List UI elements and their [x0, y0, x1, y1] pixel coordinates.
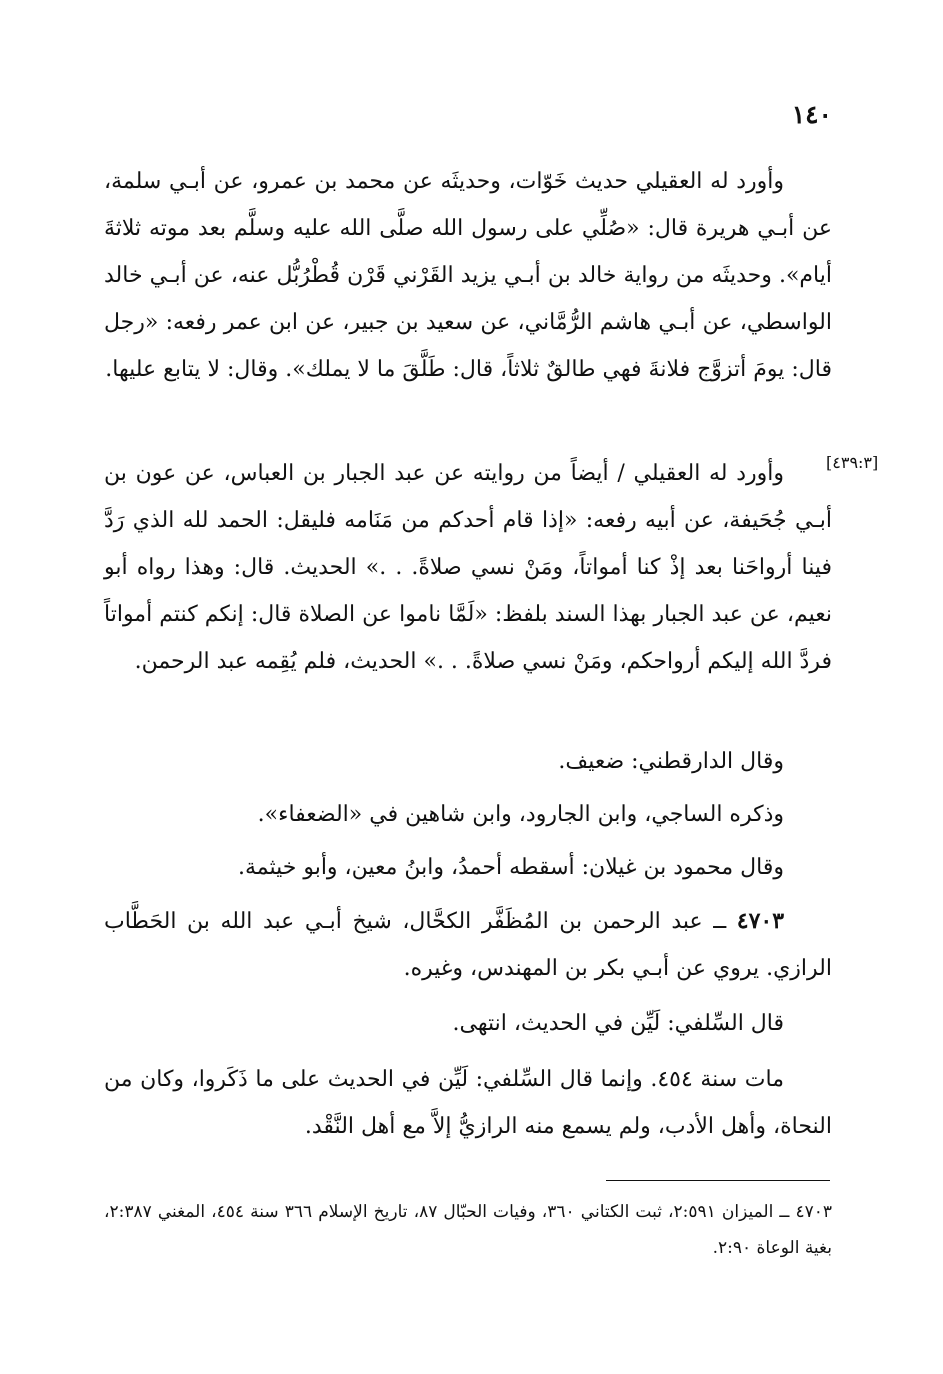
entry-text: ــ عبد الرحمن بن المُظَفَّر الكحَّال، شيخ أبـي عبد الله بن الحَطَّاب الرازي. يروي عن أبـي بكر بن المهندس، وغيره. — [104, 909, 832, 981]
footnote-rule — [606, 1180, 830, 1181]
paragraph-4: وذكره الساجي، وابن الجارود، وابن شاهين في «الضعفاء». — [257, 802, 784, 827]
entry-number: ٤٧٠٣ — [736, 908, 785, 934]
margin-reference: [٤٣٩:٣] — [826, 453, 879, 472]
page-number: ١٤٠ — [791, 100, 832, 129]
paragraph-7: قال السِّلفي: لَيِّن في الحديث، انتهى. — [452, 1011, 784, 1036]
footnote: ٤٧٠٣ ــ الميزان ٢:٥٩١، ثبت الكتاني ٣٦٠، وفيات الحبّال ٨٧، تاريخ الإسلام ٣٦٦ سنة ٤٥٤، المغني ٢:٣٨٧، بغية الوعاة ٢:٩٠. — [104, 1202, 833, 1258]
paragraph-1: وأورد له العقيلي حديث خَوّات، وحديثَه عن محمد بن عمرو، عن أبـي سلمة، عن أبـي هريرة قال: «صُلِّي على رسول الله صلَّى الله عليه وسلَّم بعد موته ثلاثةَ أيام». وحديثَه من رواية خالد بن أبـي يزيد القَرْني قَرْن قُطْرُبُّل عنه، عن أبـي خالد الواسطي، عن أبـي هاشم الرُّمَّاني، عن سعيد بن جبير، عن ابن عمر رفعه: «رجل قال: يومَ أتزوَّج فلانةَ فهي طالقٌ ثلاثاً، قال: طَلَّقَ ما لا يملك». وقال: لا يتابع عليها. — [104, 169, 832, 382]
paragraph-5: وقال محمود بن غيلان: أسقطه أحمدُ، وابنُ معين، وأبو خيثمة. — [237, 855, 784, 880]
paragraph-8: مات سنة ٤٥٤. وإنما قال السِّلفي: لَيِّن في الحديث على ما ذَكَروا، وكان من النحاة، وأهل الأدب، ولم يسمع منه الرازيُّ إلاَّ مع أهل النَّقْد. — [104, 1067, 832, 1139]
entry-4703 — [104, 898, 832, 992]
paragraph-2: وأورد له العقيلي / أيضاً من روايته عن عبد الجبار بن العباس، عن عون بن أبـي جُحَيفة، عن أبيه رفعه: «إذا قام أحدكم من مَنَامه فليقل: الحمد لله الذي رَدَّ فينا أرواحَنا بعد إذْ كنا أمواتاً، ومَنْ نسي صلاةً. . .» الحديث. قال: وهذا رواه أبو نعيم، عن عبد الجبار بهذا السند بلفظ: «لَمَّا ناموا عن الصلاة قال: إنكم كنتم أمواتاً فردَّ الله إليكم أرواحكم، ومَنْ نسي صلاةً. . .» الحديث، فلم يُقِمه عبد الرحمن. — [104, 461, 832, 674]
paragraph-3: وقال الدارقطني: ضعيف. — [558, 749, 784, 774]
